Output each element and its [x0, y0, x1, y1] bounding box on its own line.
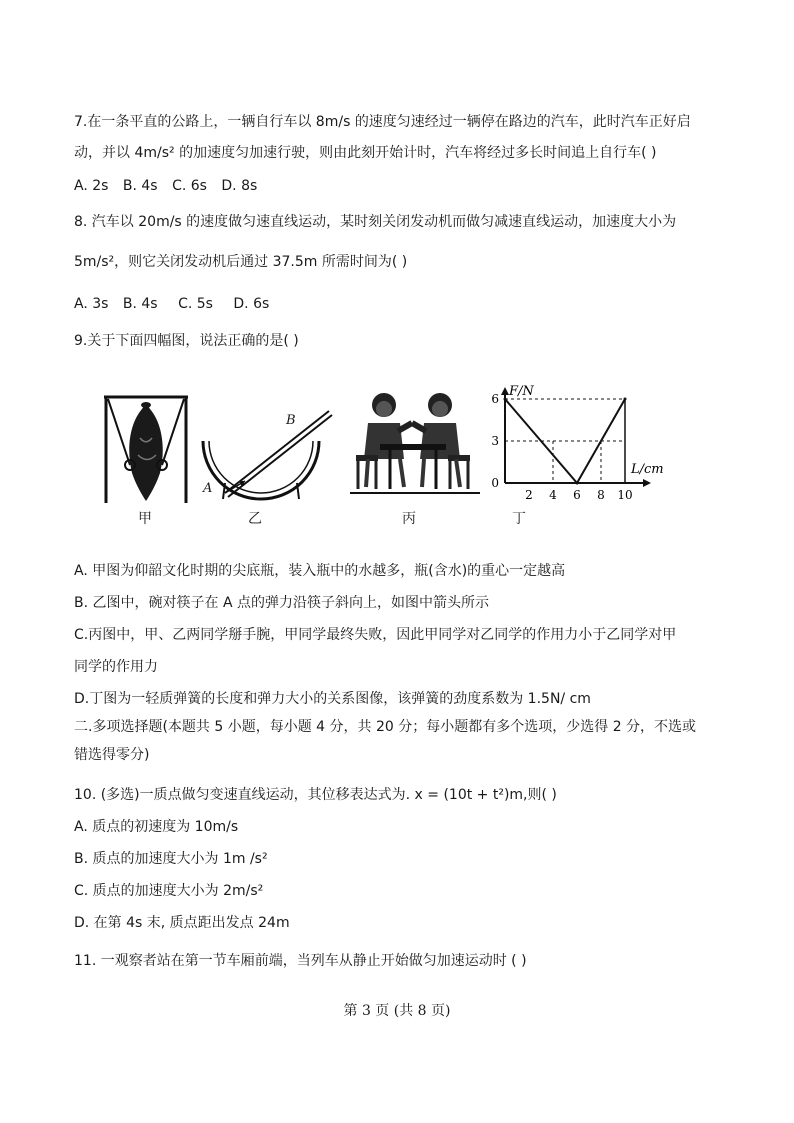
data-point: [624, 398, 627, 401]
section2-heading-line1: 二.多项选择题(本题共 5 小题，每小题 4 分，共 20 分；每小题都有多个选项，少选得 2 分，不选或: [74, 719, 697, 735]
data-point: [504, 398, 507, 401]
q11-stem: 11. 一观察者站在第一节车厢前端，当列车从静止开始做匀加速运动时 ( ): [74, 953, 527, 969]
q8-option-d: D. 6s: [233, 296, 270, 312]
y-tick-label: 0: [491, 476, 499, 490]
q8-option-c: C. 5s: [178, 296, 213, 312]
y-axis-arrow: [501, 387, 509, 395]
data-point: [576, 482, 579, 485]
point-a-label: A: [203, 481, 213, 496]
figure-ding-graph: [485, 383, 664, 513]
q7-line2: 动，并以 4m/s² 的加速度匀加速行驶，则由此刻开始计时，汽车将经过多长时间追上自行车( ): [74, 145, 657, 161]
figure-yi-bowl: [195, 401, 335, 506]
x-tick-label: 2: [525, 488, 533, 502]
q10-option-c: C. 质点的加速度大小为 2m/s²: [74, 883, 264, 899]
x-axis-label: L/cm: [631, 462, 664, 477]
x-axis-arrow: [643, 479, 651, 487]
q7-line1: 7.在一条平直的公路上，一辆自行车以 8m/s 的速度匀速经过一辆停在路边的汽车，此时汽车正好启: [74, 114, 691, 130]
q9-option-a: A. 甲图为仰韶文化时期的尖底瓶，装入瓶中的水越多，瓶(含水)的重心一定越高: [74, 563, 566, 579]
figure-bing-arm-wrestling: [350, 389, 480, 504]
q7-option-d: D. 8s: [221, 178, 258, 194]
x-tick-label: 4: [549, 488, 557, 502]
q8-option-b: B. 4s: [122, 296, 158, 312]
q9-figures: [100, 383, 664, 527]
q10-option-d: D. 在第 4s 末, 质点距出发点 24m: [74, 915, 290, 931]
q7-option-b: B. 4s: [122, 178, 158, 194]
q7-option-a: A. 2s: [74, 178, 109, 194]
page-footer: 第 3 页 (共 8 页): [343, 1003, 451, 1019]
section2-heading-line2: 错选得零分): [74, 747, 150, 763]
q9-option-d: D.丁图为一轻质弹簧的长度和弹力大小的关系图像，该弹簧的劲度系数为 1.5N/ cm: [74, 691, 591, 707]
q8-line2: 5m/s²，则它关闭发动机后通过 37.5m 所需时间为( ): [74, 254, 408, 270]
figure-bing-label: 丙: [402, 511, 416, 527]
q10-option-a: A. 质点的初速度为 10m/s: [74, 819, 239, 835]
q9-option-c-line2: 同学的作用力: [74, 659, 158, 675]
x-tick-label: 8: [597, 488, 605, 502]
q9-stem: 9.关于下面四幅图，说法正确的是( ): [74, 333, 299, 349]
figure-ding-label: 丁: [512, 511, 526, 527]
figure-yi-label: 乙: [248, 511, 262, 527]
x-tick-label: 10: [617, 488, 633, 502]
x-tick-label: 6: [573, 488, 581, 502]
q8-option-a: A. 3s: [74, 296, 109, 312]
point-b-label: B: [286, 413, 296, 428]
figure-jia-vase: [100, 393, 195, 503]
q10-option-b: B. 质点的加速度大小为 1m /s²: [74, 851, 268, 867]
q7-option-c: C. 6s: [172, 178, 207, 194]
y-tick-label: 3: [491, 434, 499, 448]
figure-jia-label: 甲: [138, 511, 152, 527]
q7-options: [74, 176, 267, 196]
q8-line1: 8. 汽车以 20m/s 的速度做匀速直线运动，某时刻关闭发动机而做匀减速直线运动，加速度大小为: [74, 214, 677, 230]
y-tick-label: 6: [491, 392, 499, 406]
q9-option-b: B. 乙图中，碗对筷子在 A 点的弹力沿筷子斜向上，如图中箭头所示: [74, 595, 489, 611]
y-axis-label: F/N: [509, 384, 534, 399]
q10-stem: 10. (多选)一质点做匀变速直线运动，其位移表达式为. x = (10t + t²)m,则( ): [74, 787, 557, 803]
q8-options: [74, 294, 279, 314]
q9-option-c-line1: C.丙图中，甲、乙两同学掰手腕，甲同学最终失败，因此甲同学对乙同学的作用力小于乙同学对甲: [74, 627, 677, 643]
